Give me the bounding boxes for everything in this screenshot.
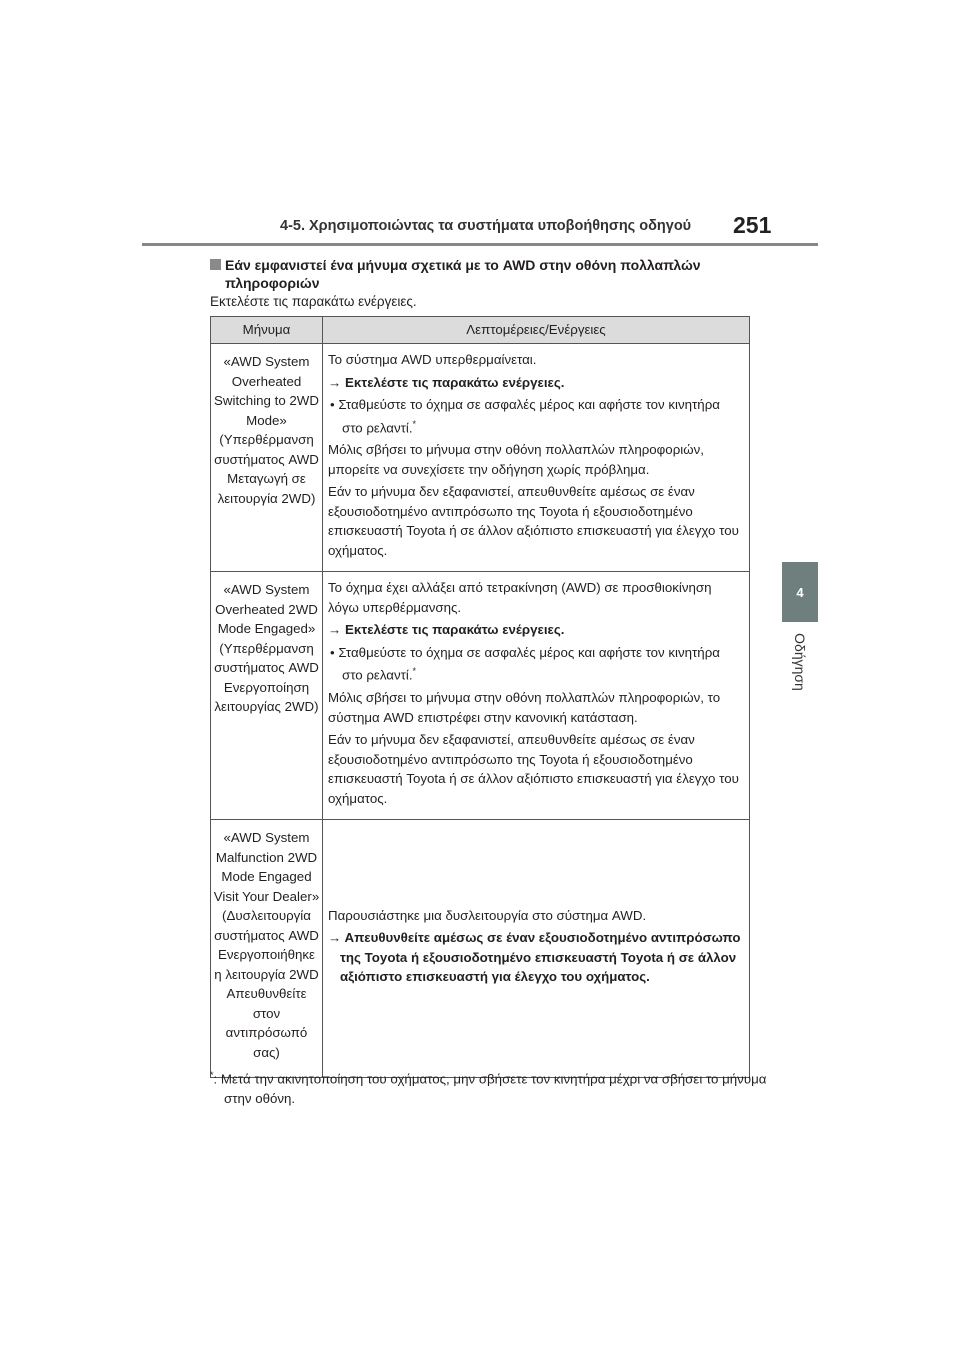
table-header-row [211, 317, 750, 344]
table-row [211, 820, 750, 1078]
detail-text: Μόλις σβήσει το μήνυμα στην οθόνη πολλαπλών πληροφοριών, το σύστημα AWD επιστρέφει στην κανονική κατάσταση. [328, 690, 721, 725]
action-text: → Απευθυνθείτε αμέσως σε έναν εξουσιοδοτημένο αντιπρόσωπο της Toyota ή εξουσιοδοτημένο επισκευαστή Toyota ή σε άλλον αξιόπιστο επισκευαστή για έλεγχο του οχήματος. [328, 930, 741, 985]
details-cell [323, 572, 750, 820]
details-cell [323, 344, 750, 572]
section-header: 4-5. Χρησιμοποιώντας τα συστήματα υποβοήθησης οδηγού [280, 218, 692, 234]
header-divider [142, 243, 818, 246]
message-cell: «AWD System Overheated Switching to 2WD Mode» (Υπερθέρμανση συστήματος AWD Μεταγωγή σε λειτουργία 2WD) [211, 344, 323, 572]
detail-text: Το όχημα έχει αλλάξει από τετρακίνηση (AWD) σε προσθιοκίνηση λόγω υπερθέρμανσης. [328, 580, 712, 615]
message-table [210, 316, 750, 1078]
bullet-text: • Σταθμεύστε το όχημα σε ασφαλές μέρος και αφήστε τον κινητήρα στο ρελαντί.* [330, 397, 720, 435]
detail-text: Μόλις σβήσει το μήνυμα στην οθόνη πολλαπλών πληροφοριών, μπορείτε να συνεχίσετε την οδήγηση χωρίς πρόβλημα. [328, 442, 704, 477]
column-header: Μήνυμα [211, 317, 323, 344]
table-row [211, 572, 750, 820]
chapter-tab: 4 [782, 562, 818, 622]
detail-text: Το σύστημα AWD υπερθερμαίνεται. [328, 352, 537, 367]
column-header: Λεπτομέρειες/Ενέργειες [323, 317, 750, 344]
detail-text: Παρουσιάστηκε μια δυσλειτουργία στο σύστημα AWD. [328, 907, 647, 923]
action-text: → Εκτελέστε τις παρακάτω ενέργειες. [328, 374, 565, 390]
chapter-label: Οδήγηση [792, 633, 808, 691]
section-title-text: Εάν εμφανιστεί ένα μήνυμα σχετικά με το AWD στην οθόνη πολλαπλών πληροφοριών [225, 257, 701, 291]
details-cell [323, 820, 750, 1078]
message-cell: «AWD System Overheated 2WD Mode Engaged» (Υπερθέρμανση συστήματος AWD Ενεργοποίηση λειτουργίας 2WD) [211, 572, 323, 820]
detail-text: Εάν το μήνυμα δεν εξαφανιστεί, απευθυνθείτε αμέσως σε έναν εξουσιοδοτημένο αντιπρόσωπο της Toyota ή εξουσιοδοτημένο επισκευαστή Toyota ή σε άλλον αξιόπιστο επισκευαστή για έλεγχο του οχήματος. [328, 732, 739, 806]
detail-text: Εάν το μήνυμα δεν εξαφανιστεί, απευθυνθείτε αμέσως σε έναν εξουσιοδοτημένο αντιπρόσωπο της Toyota ή εξουσιοδοτημένο επισκευαστή Toyota ή σε άλλον αξιόπιστο επισκευαστή για έλεγχο του οχήματος. [328, 484, 739, 558]
bullet-text: • Σταθμεύστε το όχημα σε ασφαλές μέρος και αφήστε τον κινητήρα στο ρελαντί.* [330, 644, 720, 683]
message-cell: «AWD System Malfunction 2WD Mode Engaged Visit Your Dealer» (Δυσλειτουργία συστήματος AWD Ενεργοποιήθηκε η λειτουργία 2WD Απευθυνθείτε στον αντιπρόσωπό σας) [211, 820, 323, 1078]
table-row [211, 344, 750, 572]
page-number: 251 [733, 212, 772, 238]
square-bullet-icon [210, 259, 221, 270]
footnote: *: Μετά την ακινητοποίηση του οχήματος, μην σβήσετε τον κινητήρα μέχρι να σβήσει το μήνυμα στην οθόνη. [210, 1070, 767, 1106]
intro-text: Εκτελέστε τις παρακάτω ενέργειες. [210, 294, 417, 309]
action-text: → Εκτελέστε τις παρακάτω ενέργειες. [328, 622, 565, 638]
section-title [210, 256, 770, 292]
